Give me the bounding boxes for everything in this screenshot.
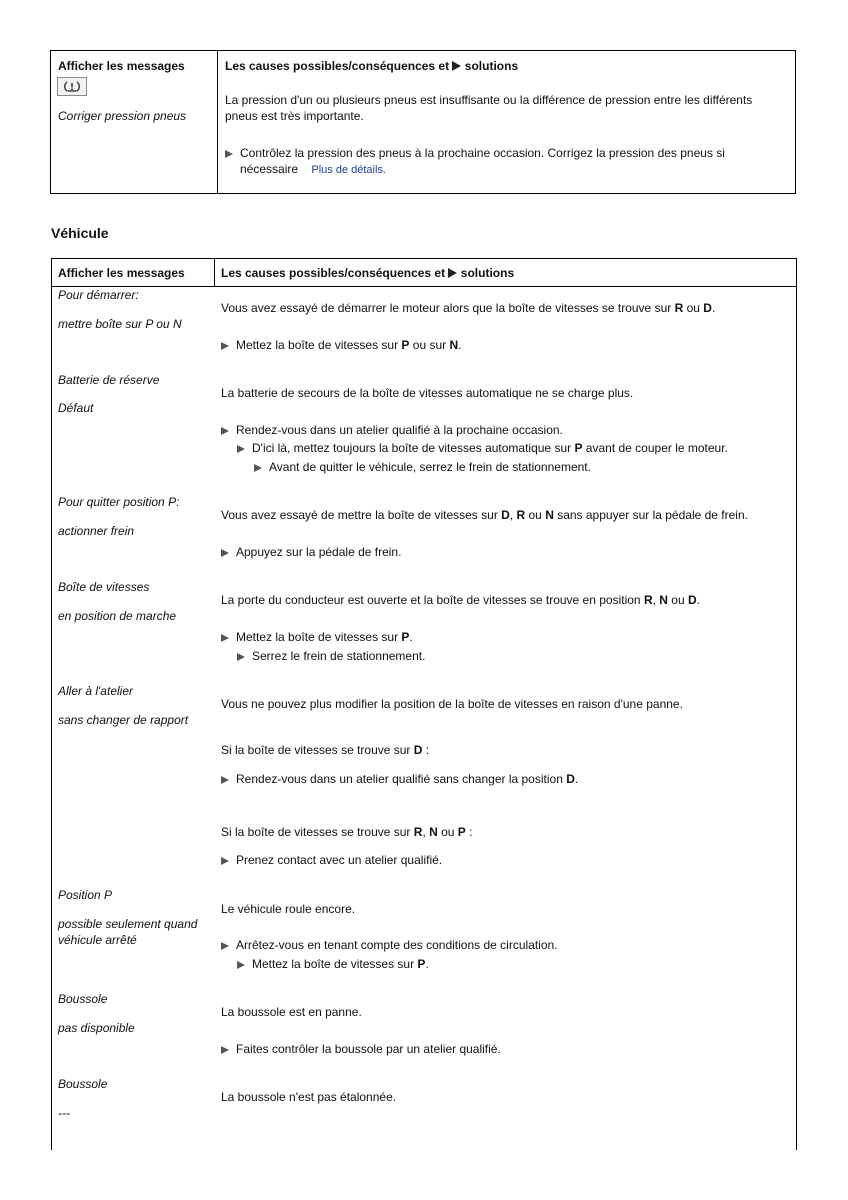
message-text: Boussole xyxy=(58,992,108,1006)
tire-pressure-icon xyxy=(57,77,87,96)
solution-text-cont: nécessaire Plus de détails. xyxy=(240,162,386,176)
condition-text: Si la boîte de vitesses se trouve sur R, N ou P : xyxy=(221,825,473,839)
arrow-bullet-icon xyxy=(221,1046,229,1054)
arrow-bullet-icon xyxy=(221,942,229,950)
solution-text: Mettez la boîte de vitesses sur P. xyxy=(221,630,413,644)
solution-text: Appuyez sur la pédale de frein. xyxy=(221,545,401,559)
message-text: Corriger pression pneus xyxy=(58,109,187,123)
message-text: véhicule arrêté xyxy=(58,933,137,947)
table-header-messages: Afficher les messages xyxy=(58,59,185,73)
message-text: Boussole xyxy=(58,1077,108,1091)
message-text: Position P xyxy=(58,888,113,902)
cause-text-cont: pneus est très importante. xyxy=(225,109,364,123)
solution-text: Mettez la boîte de vitesses sur P. xyxy=(237,957,429,971)
cause-text: La pression d'un ou plusieurs pneus est insuffisante ou la différence de pression entre les différents xyxy=(225,93,753,107)
arrow-bullet-icon xyxy=(221,776,229,784)
message-text: Pour démarrer: xyxy=(58,288,139,302)
message-text: en position de marche xyxy=(58,609,177,623)
arrow-bullet-icon xyxy=(237,961,245,969)
message-text: actionner frein xyxy=(58,524,135,538)
cause-text: Vous avez essayé de mettre la boîte de vitesses sur D, R ou N sans appuyer sur la pédale de frein. xyxy=(221,508,748,522)
solution-text: Faites contrôler la boussole par un atelier qualifié. xyxy=(221,1042,501,1056)
solution-text: D'ici là, mettez toujours la boîte de vitesses automatique sur P avant de couper le moteur. xyxy=(237,441,728,455)
cause-text: Vous ne pouvez plus modifier la position de la boîte de vitesses en raison d'une panne. xyxy=(221,697,683,711)
table-header-causes: Les causes possibles/conséquences et solutions xyxy=(221,266,515,280)
cause-text: La batterie de secours de la boîte de vitesses automatique ne se charge plus. xyxy=(221,386,634,400)
arrow-bullet-icon xyxy=(225,150,233,158)
message-text: pas disponible xyxy=(58,1021,135,1035)
table-header-messages: Afficher les messages xyxy=(58,266,185,280)
section-title: Véhicule xyxy=(51,225,109,241)
condition-text: Si la boîte de vitesses se trouve sur D : xyxy=(221,743,430,757)
message-text: Pour quitter position P: xyxy=(58,495,180,509)
arrow-bullet-icon xyxy=(221,634,229,642)
arrow-bullet-icon xyxy=(254,464,262,472)
arrow-bullet-icon xyxy=(221,342,229,350)
cause-text: La boussole est en panne. xyxy=(221,1005,362,1019)
message-text: Boîte de vitesses xyxy=(58,580,150,594)
solution-text: Rendez-vous dans un atelier qualifié à la prochaine occasion. xyxy=(221,423,563,437)
arrow-bullet-icon xyxy=(221,427,229,435)
message-text: Batterie de réserve xyxy=(58,373,160,387)
solution-text: Avant de quitter le véhicule, serrez le frein de stationnement. xyxy=(254,460,591,474)
message-text: possible seulement quand xyxy=(58,917,198,931)
arrow-bullet-icon xyxy=(221,857,229,865)
cause-text: La porte du conducteur est ouverte et la boîte de vitesses se trouve en position R, N ou D. xyxy=(221,593,700,607)
cause-text: La boussole n'est pas étalonnée. xyxy=(221,1090,397,1104)
solution-text: Arrêtez-vous en tenant compte des conditions de circulation. xyxy=(221,938,558,952)
arrow-bullet-icon xyxy=(237,445,245,453)
solution-text: Contrôlez la pression des pneus à la prochaine occasion. Corrigez la pression des pneus si xyxy=(225,146,725,160)
message-text: Défaut xyxy=(58,401,94,415)
message-text: --- xyxy=(58,1106,70,1120)
solution-text: Serrez le frein de stationnement. xyxy=(237,649,425,663)
message-text: mettre boîte sur P ou N xyxy=(58,317,182,331)
arrow-bullet-icon xyxy=(221,549,229,557)
message-text: Aller à l'atelier xyxy=(58,684,133,698)
cause-text: Le véhicule roule encore. xyxy=(221,902,356,916)
table-header-causes: Les causes possibles/conséquences et solutions xyxy=(225,59,519,73)
solution-text: Mettez la boîte de vitesses sur P ou sur N. xyxy=(221,338,461,352)
arrow-bullet-icon xyxy=(237,653,245,661)
triangle-icon xyxy=(452,61,461,71)
cause-text: Vous avez essayé de démarrer le moteur alors que la boîte de vitesses se trouve sur R ou D. xyxy=(221,301,716,315)
solution-text: Prenez contact avec un atelier qualifié. xyxy=(221,853,442,867)
solution-text: Rendez-vous dans un atelier qualifié sans changer la position D. xyxy=(221,772,578,786)
more-details-link[interactable]: Plus de détails xyxy=(311,164,383,176)
triangle-icon xyxy=(448,268,457,278)
message-text: sans changer de rapport xyxy=(58,713,189,727)
